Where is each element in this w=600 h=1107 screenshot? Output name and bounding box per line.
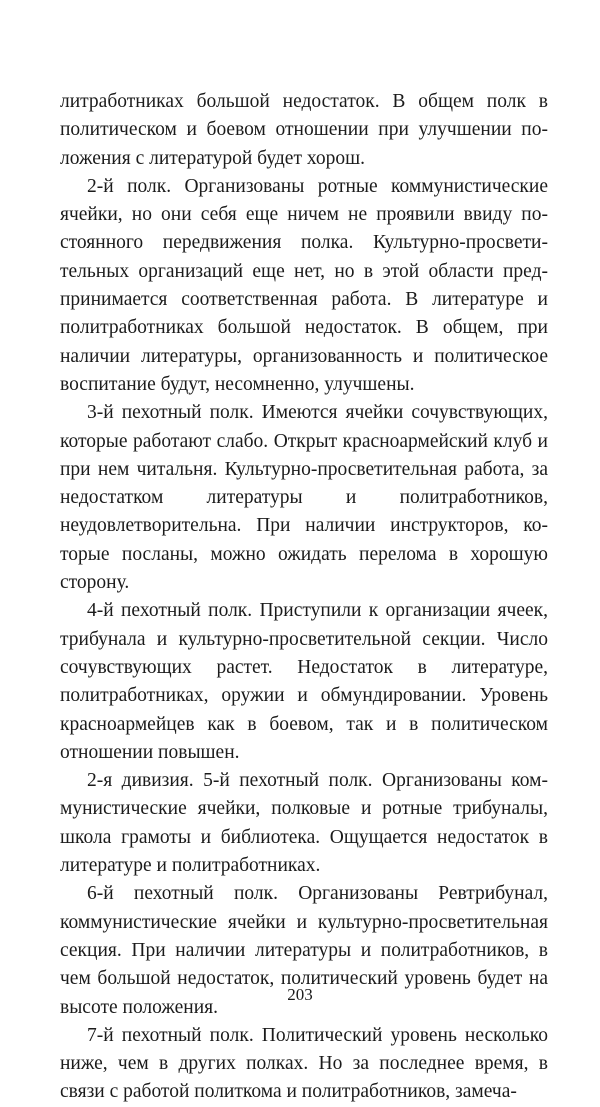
- paragraph-6th-infantry-regiment: 6-й пехотный полк. Организованы Ревтрибунал, коммунистические ячейки и культурно-просветительная секция. При наличии литературы и политработников, в чем большой недостаток, политический уровень будет на высоте положения.: [60, 883, 548, 1018]
- paragraph-2nd-division-5th-regiment: 2-я дивизия. 5-й пехотный полк. Организованы коммунистические ячейки, полковые и ротные трибуналы, школа грамоты и библиотека. Ощущается недостаток в литературе и политработниках.: [60, 770, 548, 877]
- paragraph-3rd-infantry-regiment: 3-й пехотный полк. Имеются ячейки сочувствующих, которые работают слабо. Открыт красноармейский клуб и при нем читальня. Культурно-просветительная работа, за недостатком литературы и политработников, неудовлетворительна. При наличии инструкторов, которые посланы, можно ожидать перелома в хорошую сторону.: [60, 402, 548, 594]
- page-number: 203: [287, 985, 313, 1004]
- paragraph-2nd-regiment: 2-й полк. Организованы ротные коммунистические ячейки, но они себя еще ничем не проявили ввиду постоянного передвижения полка. Культурно-просветительных организаций еще нет, но в этой области предпринимается соответственная работа. В литературе и политработниках большой недостаток. В общем, при наличии литературы, организованность и политическое воспитание будут, несомненно, улучшены.: [60, 175, 548, 395]
- paragraph-continuation: литработниках большой недостаток. В общем полк в политическом и боевом отношении при улучшении положения с литературой будет хорош.: [60, 91, 548, 169]
- paragraph-7th-infantry-regiment: 7-й пехотный полк. Политический уровень несколько ниже, чем в других полках. Но за последнее время, в связи с работой политкома и политработников, замеча-: [60, 1024, 548, 1103]
- page-body-text: [60, 88, 548, 1107]
- paragraph-4th-infantry-regiment: 4-й пехотный полк. Приступили к организации ячеек, трибунала и культурно-просветительной секции. Число сочувствующих растет. Недостаток в литературе, политработниках, оружии и обмундировании. Уровень красноармейцев как в боевом, так и в политическом отношении повышен.: [60, 600, 548, 763]
